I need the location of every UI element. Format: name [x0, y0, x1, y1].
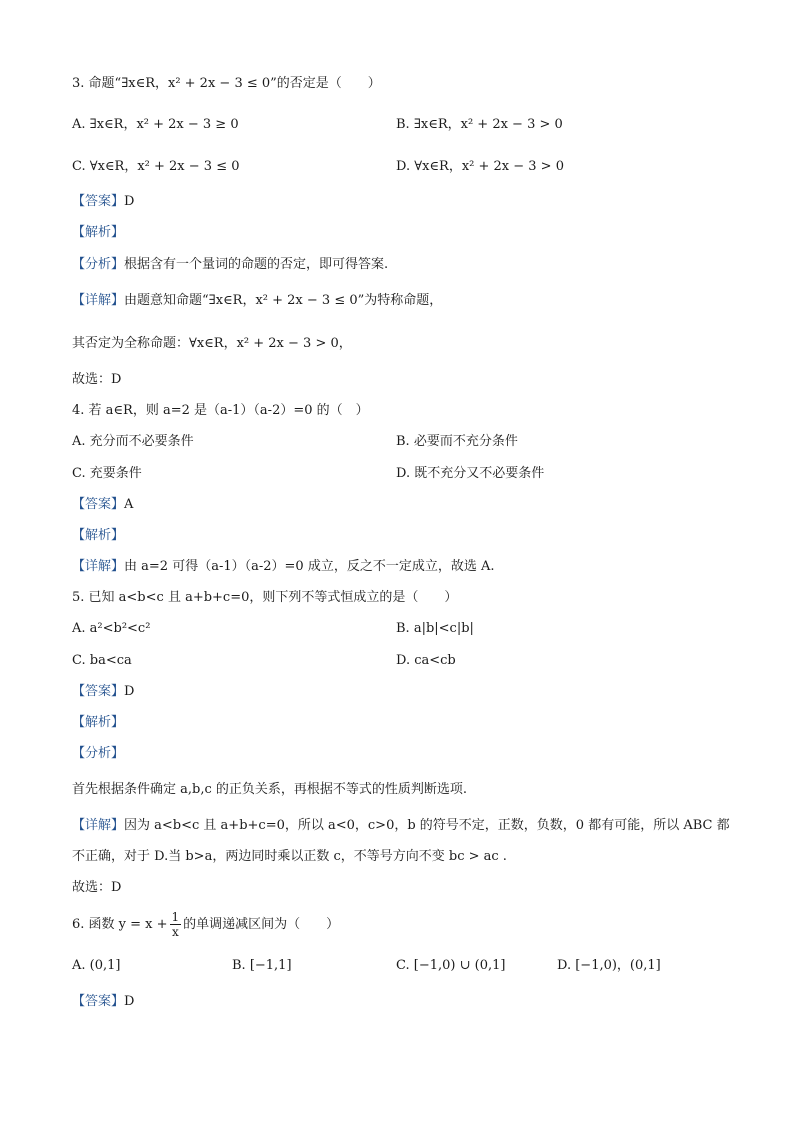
q6-answer [72, 994, 134, 1010]
fenxi-text: 根据含有一个量词的命题的否定，即可得答案. [124, 257, 389, 272]
q4-option-a: A. 充分而不必要条件 [72, 434, 194, 449]
q3-conclusion: 故选：D [72, 372, 122, 387]
q3-detail-2: 其否定为全称命题：∀x∈R，x² + 2x − 3 > 0， [72, 336, 352, 351]
detail-text: 由题意知命题“∃x∈R，x² + 2x − 3 ≤ 0”为特称命题， [124, 293, 443, 308]
answer-tag: 【答案】 [72, 684, 125, 699]
answer-tag: 【答案】 [72, 497, 125, 512]
detail-tag: 【详解】 [72, 818, 125, 833]
q6-fraction-numerator: 1 [171, 910, 180, 924]
q3-answer [72, 194, 134, 210]
q6-stem-suffix: 的单调递减区间为（ ） [183, 917, 340, 932]
q6-stem-prefix: 6. 函数 y = x + [72, 917, 168, 932]
q6-fraction-denominator: x [171, 925, 179, 939]
q6-option-a: A. (0,1] [72, 958, 121, 973]
q4-stem: 4. 若 a∈R，则 a=2 是（a-1）（a-2）=0 的（ ） [72, 403, 369, 418]
q3-fenxi [72, 257, 388, 273]
q4-analysis-tag: 【解析】 [72, 528, 125, 543]
answer-tag: 【答案】 [72, 994, 125, 1009]
q3-option-a: A. ∃x∈R，x² + 2x − 3 ≥ 0 [72, 117, 239, 132]
q5-option-a: A. a²<b²<c² [72, 621, 151, 636]
q3-stem [72, 76, 381, 92]
answer-tag: 【答案】 [72, 194, 125, 209]
q6-stem [72, 910, 339, 939]
q5-analysis-tag: 【解析】 [72, 715, 125, 730]
q5-stem: 5. 已知 a<b<c 且 a+b+c=0，则下列不等式恒成立的是（ ） [72, 590, 458, 605]
q3-option-b: B. ∃x∈R，x² + 2x − 3 > 0 [396, 117, 563, 132]
q5-answer [72, 684, 134, 700]
q5-conclusion: 故选：D [72, 880, 122, 895]
q5-option-c: C. ba<ca [72, 653, 132, 668]
q5-detail-1 [72, 818, 730, 834]
q5-detail-2: 不正确，对于 D.当 b>a，两边同时乘以正数 c，不等号方向不变 bc > ac . [72, 849, 507, 864]
q3-stem-suffix: ”的否定是（ ） [270, 76, 381, 91]
answer-value: D [124, 994, 135, 1009]
q3-stem-prefix: 3. 命题“ [72, 76, 122, 91]
q4-detail [72, 559, 494, 575]
q3-option-c: C. ∀x∈R，x² + 2x − 3 ≤ 0 [72, 159, 240, 174]
detail-text: 因为 a<b<c 且 a+b+c=0，所以 a<0，c>0，b 的符号不定，正数，负数，0 都有可能，所以 ABC 都 [124, 818, 730, 833]
q3-detail-1 [72, 293, 442, 309]
q6-option-c: C. [−1,0) ∪ (0,1] [396, 958, 506, 973]
q6-fraction [170, 910, 182, 939]
q6-option-d: D. [−1,0)，(0,1] [557, 958, 661, 973]
q5-fenxi-text: 首先根据条件确定 a,b,c 的正负关系，再根据不等式的性质判断选项. [72, 782, 468, 797]
answer-value: A [124, 497, 134, 512]
fenxi-tag: 【分析】 [72, 257, 125, 272]
answer-value: D [124, 194, 135, 209]
q4-option-c: C. 充要条件 [72, 466, 142, 481]
q4-option-d: D. 既不充分又不必要条件 [396, 466, 545, 481]
answer-value: D [124, 684, 135, 699]
q4-answer [72, 497, 133, 513]
q3-analysis-tag: 【解析】 [72, 225, 125, 240]
q5-option-b: B. a|b|<c|b| [396, 621, 474, 636]
q6-option-b: B. [−1,1] [232, 958, 292, 973]
detail-text: 由 a=2 可得（a-1）（a-2）=0 成立，反之不一定成立，故选 A. [124, 559, 495, 574]
q3-option-d: D. ∀x∈R，x² + 2x − 3 > 0 [396, 159, 564, 174]
detail-tag: 【详解】 [72, 293, 125, 308]
q4-option-b: B. 必要而不充分条件 [396, 434, 518, 449]
q5-option-d: D. ca<cb [396, 653, 456, 668]
detail-tag: 【详解】 [72, 559, 125, 574]
q5-fenxi-tag: 【分析】 [72, 746, 125, 761]
q3-stem-math: ∃x∈R，x² + 2x − 3 ≤ 0 [121, 76, 271, 91]
